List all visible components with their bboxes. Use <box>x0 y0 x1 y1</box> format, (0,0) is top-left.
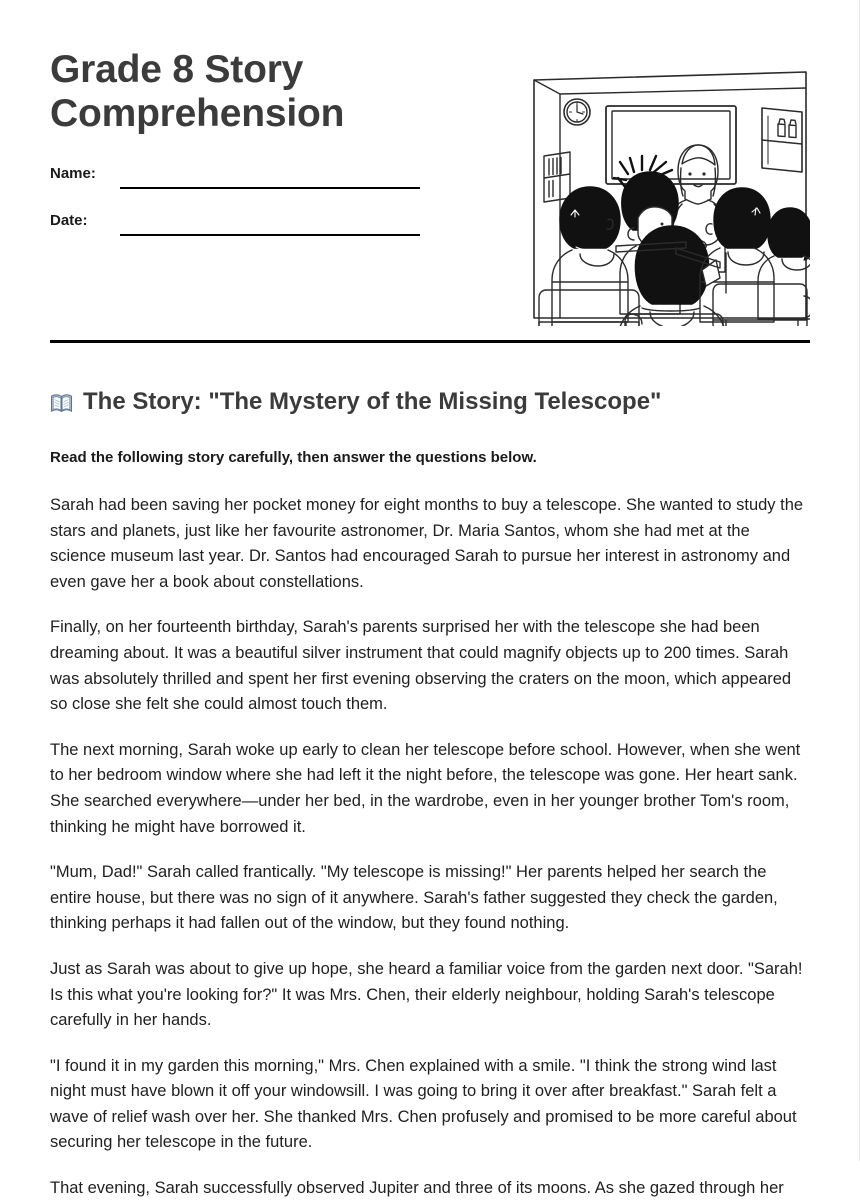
header-divider <box>50 340 810 343</box>
date-field-label: Date: <box>50 212 88 229</box>
story-paragraph: That evening, Sarah successfully observed Jupiter and three of its moons. As she gazed through her <box>50 1179 784 1198</box>
story-body <box>50 493 810 1202</box>
worksheet-header <box>50 0 810 340</box>
story-heading-text: The Story: "The Mystery of the Missing Telescope" <box>83 388 662 415</box>
story-paragraph: "Mum, Dad!" Sarah called frantically. "My telescope is missing!" Her parents helped her search the entire house, but there was no sign of it anywhere. Sarah's father suggested they check the garden, thinking perhaps it had fallen out of the window, but they found nothing. <box>50 863 778 933</box>
date-field-line[interactable] <box>120 234 420 236</box>
story-instruction: Read the following story carefully, then answer the questions below. <box>50 449 537 466</box>
name-field-line[interactable] <box>120 187 420 189</box>
name-field-row <box>50 160 430 207</box>
story-paragraph: Sarah had been saving her pocket money for eight months to buy a telescope. She wanted to study the stars and planets, just like her favourite astronomer, Dr. Maria Santos, whom she had met at the science museum last year. Dr. Santos had encouraged Sarah to pursue her interest in astronomy and even gave her a book about constellations. <box>50 496 804 591</box>
name-field-label: Name: <box>50 165 96 182</box>
story-paragraph: Just as Sarah was about to give up hope, she heard a familiar voice from the garden next door. "Sarah! Is this what you're looking for?" It was Mrs. Chen, their elderly neighbour, holding Sarah's telescope carefully in her hands. <box>50 959 803 1030</box>
story-paragraph: The next morning, Sarah woke up early to clean her telescope before school. However, when she went to her bedroom window where she had left it the night before, the telescope was gone. Her heart sank. She searched everywhere—under her bed, in the wardrobe, even in her younger brother Tom's room, thinking he might have borrowed it. <box>50 740 801 836</box>
classroom-scene-illustration <box>530 68 810 326</box>
story-paragraph: "I found it in my garden this morning," Mrs. Chen explained with a smile. "I think the strong wind last night must have blown it off your windowsill. I was going to bring it over after breakfast." Sarah felt a wave of relief wash over her. She thanked Mrs. Chen profusely and promised to be more careful about securing her telescope in the future. <box>50 1056 797 1152</box>
page-title: Grade 8 Story Comprehension <box>50 48 345 135</box>
student-info-fields <box>50 160 430 254</box>
story-section-heading <box>50 387 810 417</box>
story-paragraph: Finally, on her fourteenth birthday, Sarah's parents surprised her with the telescope she had been dreaming about. It was a beautiful silver instrument that could magnify objects up to 200 times. Sarah was absolutely thrilled and spent her first evening observing the craters on the moon, which appeared so close she felt she could almost touch them. <box>50 618 792 714</box>
open-book-icon <box>50 393 73 414</box>
story-section <box>50 387 810 1202</box>
worksheet-content <box>50 0 810 1202</box>
date-field-row <box>50 207 430 254</box>
